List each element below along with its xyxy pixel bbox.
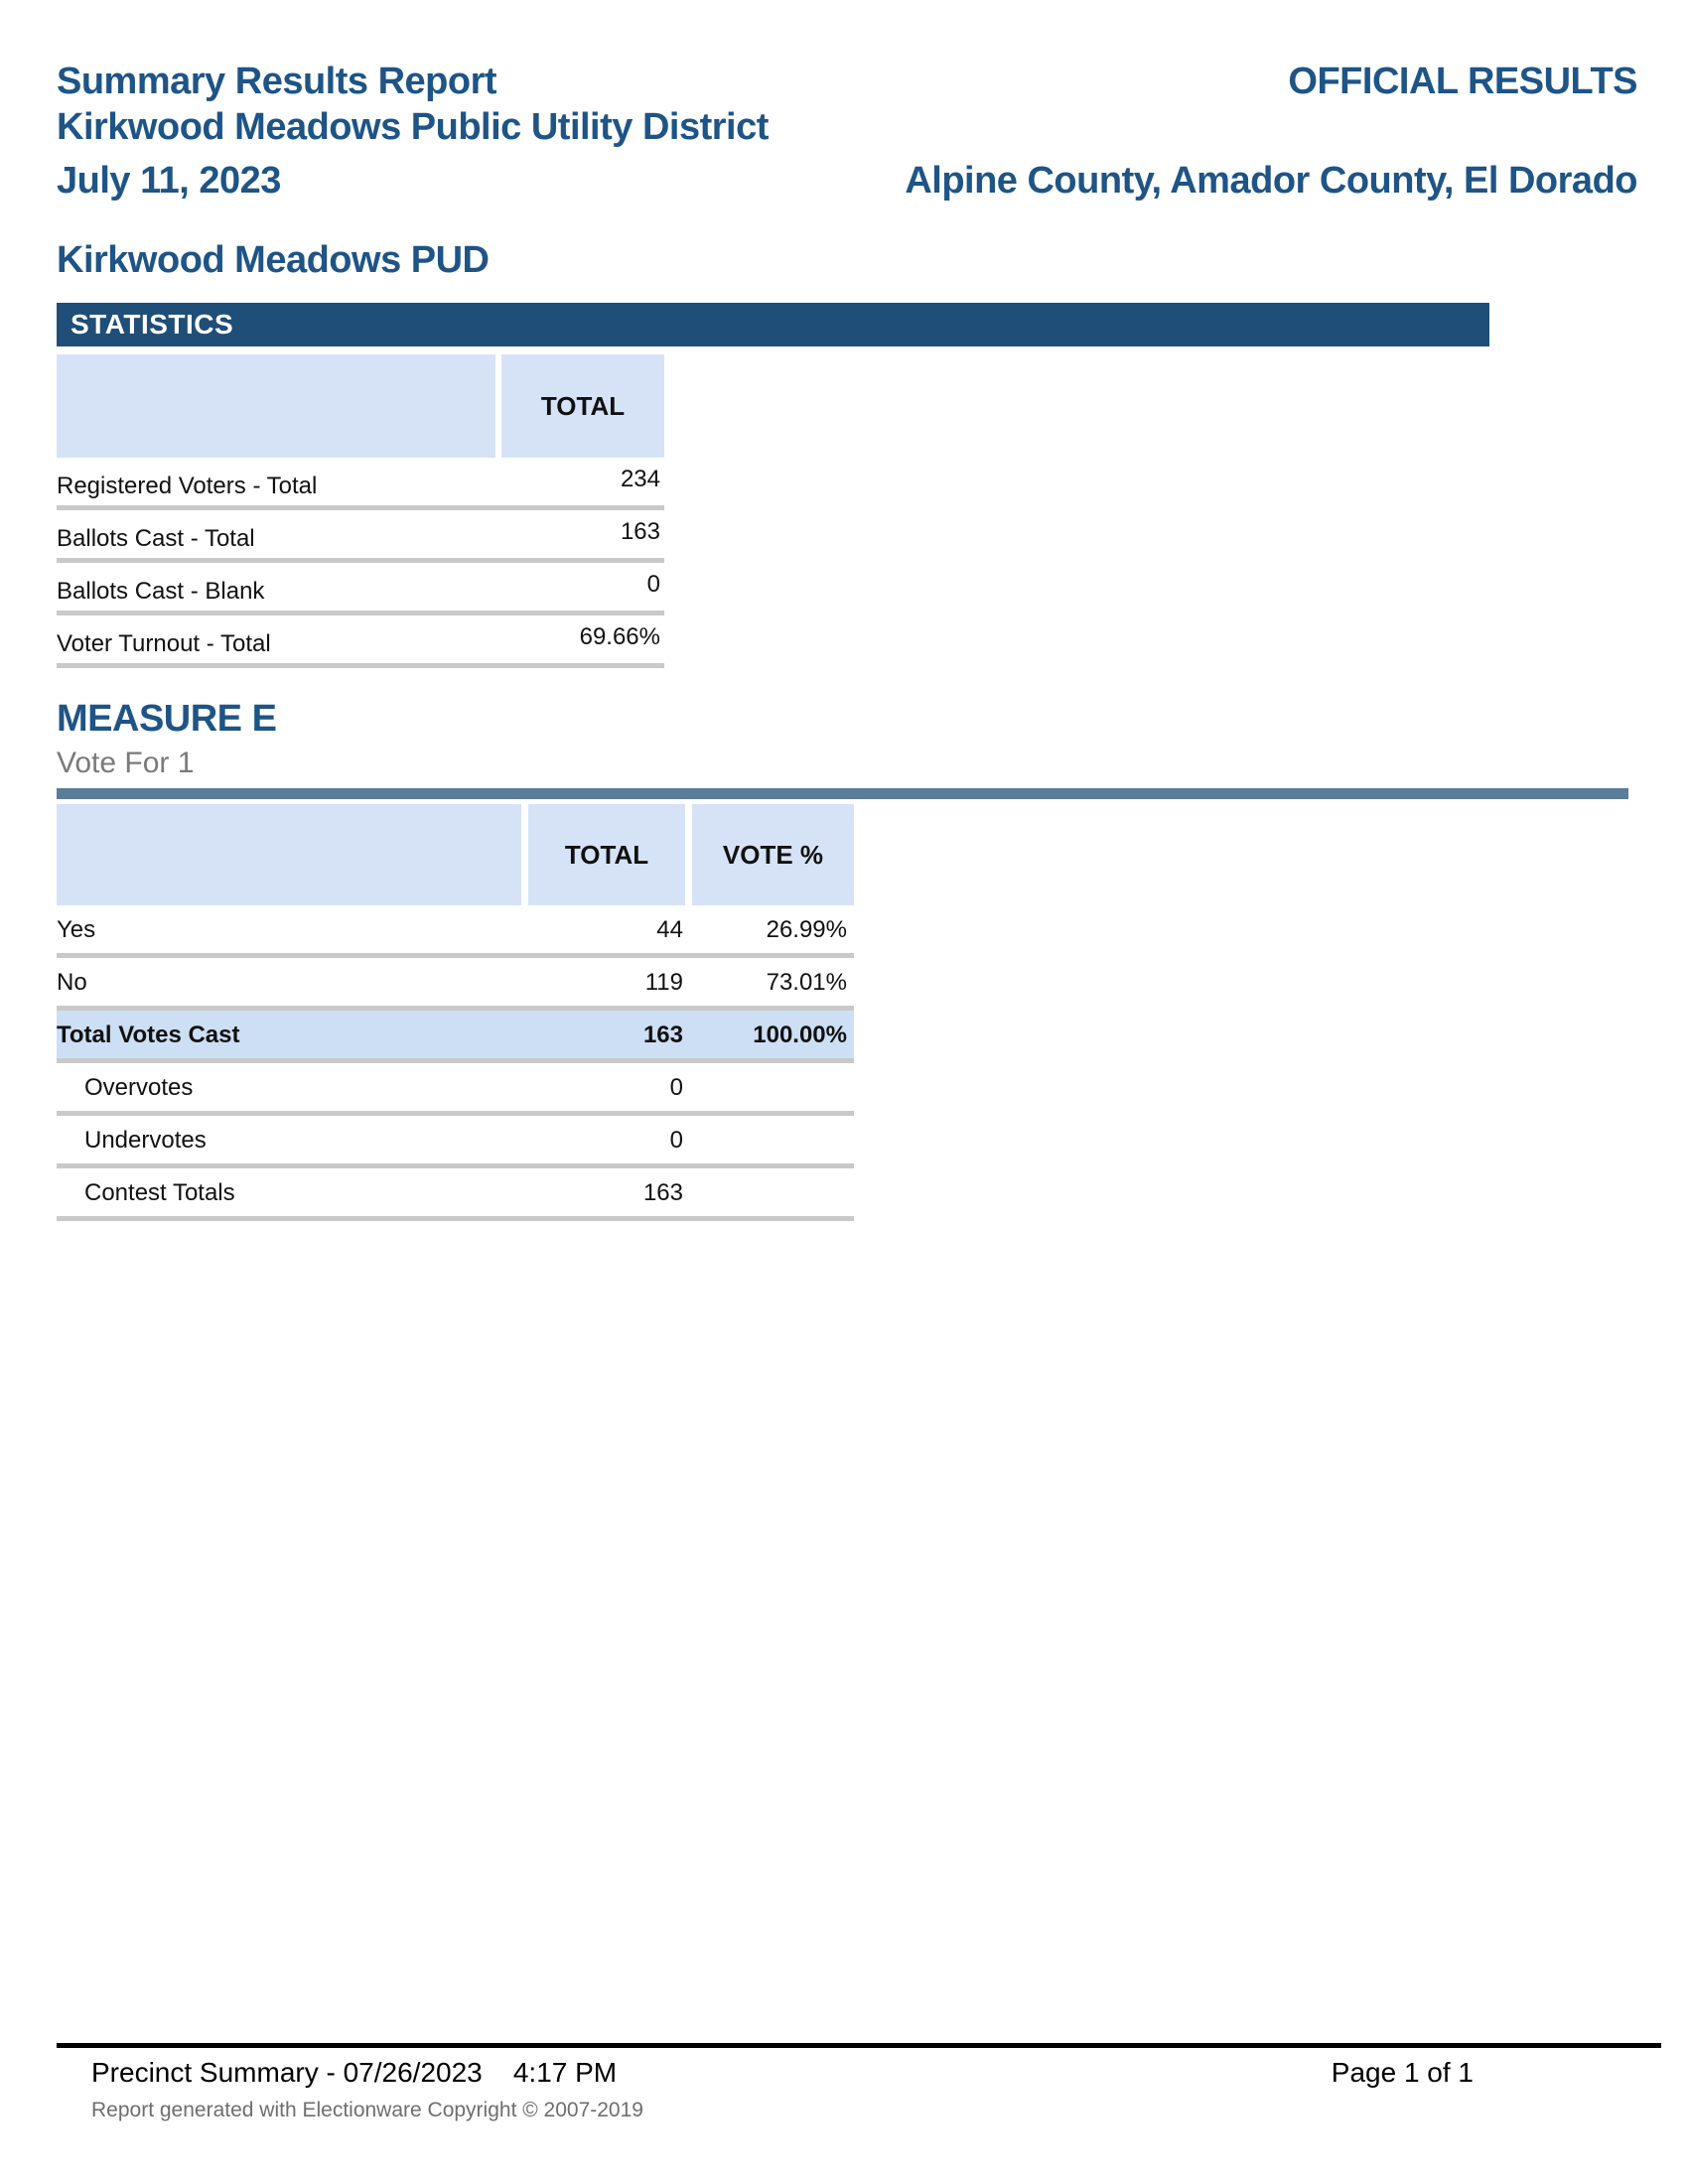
row-vote-pct-value: 100.00%: [753, 1022, 847, 1048]
precinct-title: Kirkwood Meadows PUD: [57, 239, 490, 281]
report-date: July 11, 2023: [57, 160, 281, 202]
row-label: Voter Turnout - Total: [57, 630, 271, 657]
header-line-3: [57, 159, 1637, 203]
statistics-section-bar: [57, 303, 1489, 346]
footer-rule: [57, 2043, 1661, 2048]
row-label: Ballots Cast - Total: [57, 525, 255, 552]
row-total-value: 163: [620, 518, 660, 545]
row-label: Yes: [57, 916, 96, 943]
measure-row: [57, 1168, 854, 1221]
row-vote-pct-value: 73.01%: [766, 969, 847, 996]
statistics-rows: [57, 458, 664, 668]
row-label: Contest Totals: [84, 1179, 235, 1206]
statistics-row: [57, 563, 664, 615]
measure-row: [57, 1116, 854, 1168]
header-line-1: [57, 60, 1637, 103]
row-total-value: 0: [646, 571, 660, 598]
contest-divider-bar: [57, 788, 1628, 799]
statistics-table: [57, 354, 664, 668]
row-label: Overvotes: [84, 1074, 194, 1101]
row-total-value: 0: [669, 1127, 683, 1154]
statistics-section-label: STATISTICS: [70, 309, 234, 340]
row-label: Ballots Cast - Blank: [57, 578, 265, 605]
statistics-column-header-total: TOTAL: [501, 354, 664, 458]
row-vote-pct-value: [685, 1155, 854, 1163]
measure-row: [57, 1063, 854, 1116]
row-label: No: [57, 969, 87, 996]
row-vote-pct-value: [685, 1207, 854, 1216]
row-total-value: 0: [669, 1074, 683, 1101]
page-number: Page 1 of 1: [1331, 2057, 1474, 2088]
measure-rows: [57, 905, 854, 1221]
measure-column-header-total: TOTAL: [528, 804, 685, 905]
footer: [91, 2057, 1474, 2089]
official-results-label: OFFICIAL RESULTS: [1288, 61, 1637, 102]
row-total-value: 44: [656, 916, 683, 943]
measure-row: [57, 958, 854, 1011]
statistics-row: [57, 615, 664, 668]
row-label: Registered Voters - Total: [57, 473, 318, 499]
footer-summary-text: Precinct Summary - 07/26/2023 4:17 PM: [91, 2057, 618, 2088]
row-total-value: 163: [642, 1022, 683, 1048]
statistics-row: [57, 510, 664, 563]
measure-column-header-vote-pct: VOTE %: [692, 804, 854, 905]
row-vote-pct-value: 26.99%: [766, 916, 847, 943]
row-total-value: 69.66%: [579, 623, 660, 650]
vote-for-label: Vote For 1: [57, 747, 195, 779]
measure-header-label-cell: [57, 804, 521, 905]
footer-fine-print: Report generated with Electionware Copyright © 2007-2019: [91, 2099, 643, 2121]
row-label: Total Votes Cast: [57, 1022, 240, 1048]
row-total-value: 234: [620, 466, 660, 492]
header-line-2: [57, 105, 1637, 149]
report-title: Summary Results Report: [57, 61, 497, 102]
district-title: Kirkwood Meadows Public Utility District: [57, 106, 769, 148]
row-total-value: 163: [642, 1179, 683, 1206]
contest-title: MEASURE E: [57, 698, 277, 740]
row-total-value: 119: [644, 969, 683, 996]
measure-table-header: [57, 804, 854, 905]
measure-row: [57, 905, 854, 958]
statistics-header-label-cell: [57, 354, 495, 458]
measure-table: [57, 804, 854, 1221]
statistics-table-header: [57, 354, 664, 458]
row-vote-pct-value: [685, 1102, 854, 1111]
measure-row: [57, 1011, 854, 1063]
counties-label: Alpine County, Amador County, El Dorado: [905, 160, 1637, 202]
statistics-row: [57, 458, 664, 510]
row-label: Undervotes: [84, 1127, 207, 1154]
